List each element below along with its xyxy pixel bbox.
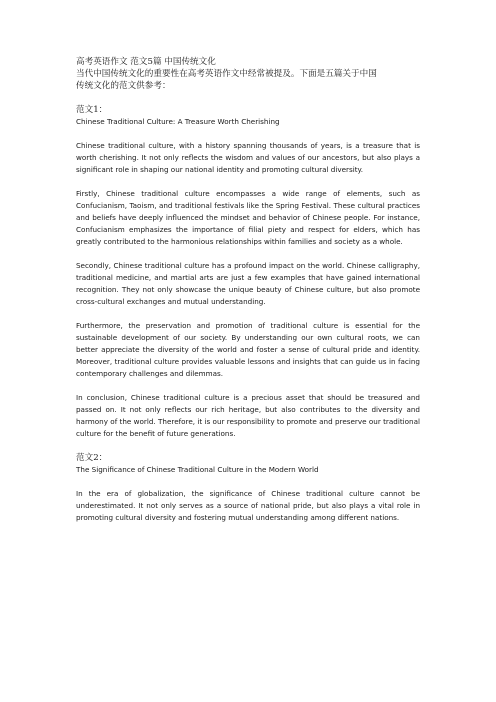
intro-line-1: 当代中国传统文化的重要性在高考英语作文中经常被提及。下面是五篇关于中国	[76, 69, 377, 79]
spacer	[76, 476, 420, 488]
essay-1-paragraph-3: Secondly, Chinese traditional culture has a profound impact on the world. Chinese calligraphy, traditional medicine, and martial arts are just a few examples that have gained international recognition. They not only showcase the unique beauty of Chinese culture, but also promote cross-cultural exchanges and mutual understanding.	[76, 261, 420, 306]
essay-2-paragraph-1: In the era of globalization, the significance of Chinese traditional culture cannot be underestimated. It not only serves as a source of national pride, but also plays a vital role in promoting cultural diversity and fostering mutual understanding among different nations.	[76, 489, 420, 522]
essay-1-paragraph-4: Furthermore, the preservation and promotion of traditional culture is essential for the sustainable development of our society. By understanding our own cultural roots, we can better appreciate the diversity of the world and foster a sense of cultural pride and identity. Moreover, traditional culture provides valuable lessons and insights that can guide us in facing contemporary challenges and dilemmas.	[76, 321, 420, 378]
document-body	[76, 56, 420, 524]
essay-1-label: 范文1：	[76, 105, 108, 115]
essay-1-title: Chinese Traditional Culture: A Treasure Worth Cherishing	[76, 117, 280, 126]
document-title: 高考英语作文 范文5篇 中国传统文化	[76, 57, 216, 67]
essay-1-paragraph-5: In conclusion, Chinese traditional culture is a precious asset that should be treasured and passed on. It not only reflects our rich heritage, but also contributes to the diversity and harmony of the world. Therefore, it is our responsibility to promote and preserve our traditional culture for the benefit of future generations.	[76, 393, 420, 438]
spacer	[76, 128, 420, 140]
essay-2-title: The Significance of Chinese Traditional Culture in the Modern World	[76, 465, 319, 474]
intro-line-2: 传统文化的范文供参考：	[76, 81, 171, 91]
essay-1-paragraph-1: Chinese traditional culture, with a history spanning thousands of years, is a treasure that is worth cherishing. It not only reflects the wisdom and values of our ancestors, but also plays a significant role in shaping our national identity and promoting cultural diversity.	[76, 141, 420, 174]
spacer	[76, 92, 420, 104]
essay-2-label: 范文2：	[76, 453, 108, 463]
essay-1-paragraph-2: Firstly, Chinese traditional culture encompasses a wide range of elements, such as Confucianism, Taoism, and traditional festivals like the Spring Festival. These cultural practices and beliefs have deeply influenced the mindset and behavior of Chinese people. For instance, Confucianism emphasizes the importance of filial piety and respect for elders, which has greatly contributed to the harmonious relationships within families and society as a whole.	[76, 189, 420, 246]
